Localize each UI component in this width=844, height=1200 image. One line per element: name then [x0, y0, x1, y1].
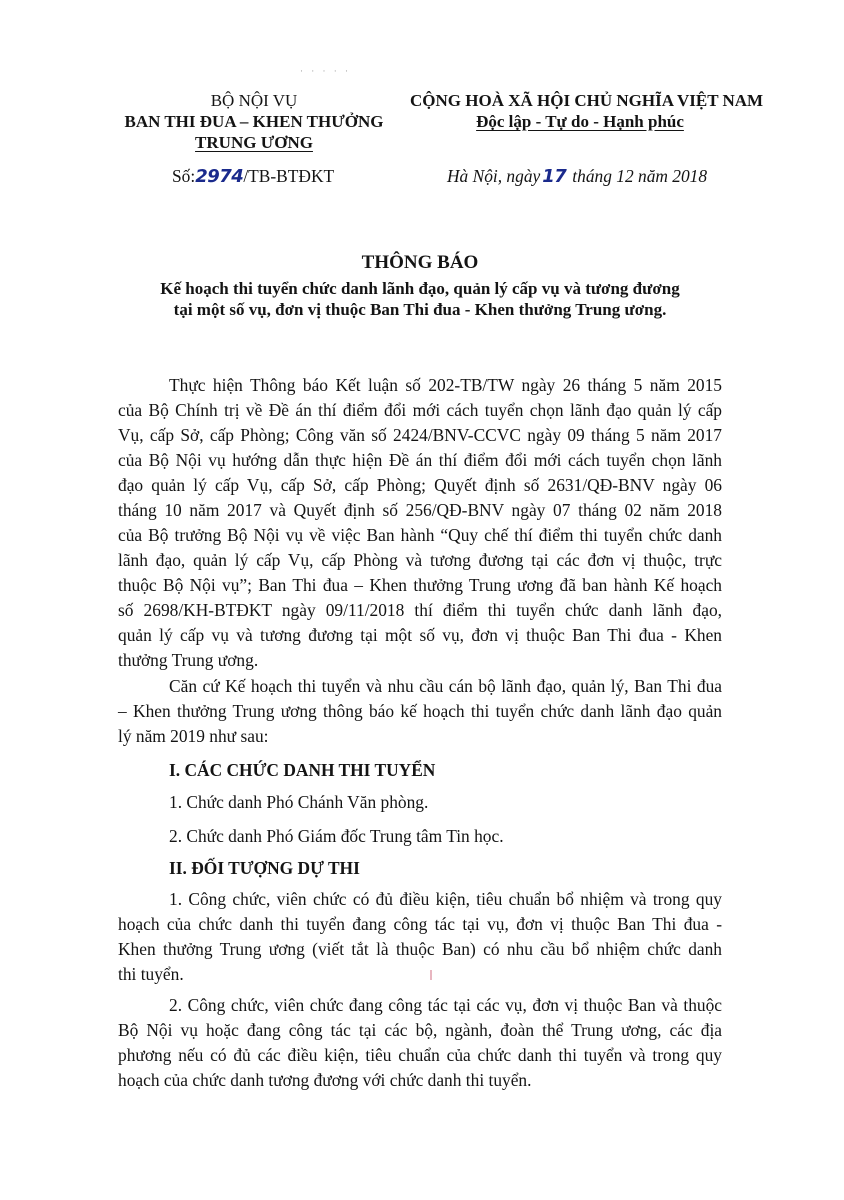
motto: Độc lập - Tự do - Hạnh phúc — [476, 112, 684, 131]
paragraph-line: Khen thưởng Trung ương (viết tắt là thuộc Ban) có nhu cầu bổ nhiệm chức danh — [118, 939, 722, 959]
scan-artifact-mark — [430, 970, 432, 980]
paragraph-line: tháng 10 năm 2017 và Quyết định số 256/QĐ-BNV ngày 07 tháng 02 năm 2018 — [118, 500, 722, 520]
date-prefix: Hà Nội, ngày — [447, 166, 541, 186]
paragraph-line: quản lý cấp vụ và tương đương tại một số vụ, đơn vị thuộc Ban Thi đua - Khen — [118, 625, 722, 645]
number-handwritten: 2974 — [195, 166, 244, 187]
paragraph-line: phương nếu có đủ các điều kiện, tiêu chuẩn của chức danh thi tuyển và trong quy — [118, 1045, 722, 1065]
paragraph-line: hoạch của chức danh thi tuyển đang công tác tại vụ, đơn vị thuộc Ban Thi đua - — [118, 914, 722, 934]
number-prefix: Số: — [172, 166, 196, 186]
paragraph-line: Vụ, cấp Sở, cấp Phòng; Công văn số 2424/BNV-CCVC ngày 09 tháng 5 năm 2017 — [118, 425, 722, 445]
section-2-item-2 — [118, 993, 722, 1093]
number-suffix: /TB-BTĐKT — [243, 166, 335, 186]
basis-paragraph — [118, 674, 722, 749]
paragraph-line: số 2698/KH-BTĐKT ngày 09/11/2018 thí điểm thi tuyển chức danh lãnh đạo, — [118, 600, 722, 620]
paragraph-line: của Bộ Chính trị về Đề án thí điểm đổi mới cách tuyển chọn lãnh đạo quản lý cấp — [118, 400, 722, 420]
paragraph-line: thi tuyển. — [118, 964, 184, 984]
section-2-item-1 — [118, 887, 722, 987]
subtitle-line-2: tại một số vụ, đơn vị thuộc Ban Thi đua - Khen thưởng Trung ương. — [173, 300, 667, 319]
ministry-name: BỘ NỘI VỤ — [210, 91, 298, 110]
paragraph-line: Căn cứ Kế hoạch thi tuyển và nhu cầu cán bộ lãnh đạo, quản lý, Ban Thi đua — [169, 676, 722, 696]
agency-name-line2 — [118, 132, 390, 153]
section-1-item-1: 1. Chức danh Phó Chánh Văn phòng. — [169, 792, 429, 812]
paragraph-line: Bộ Nội vụ hoặc đang công tác tại các bộ, ngành, đoàn thể Trung ương, các địa — [118, 1020, 722, 1040]
section-1-heading: I. CÁC CHỨC DANH THI TUYỂN — [169, 760, 436, 780]
paragraph-line: của Bộ trưởng Bộ Nội vụ về việc Ban hành “Quy chế thí điểm thi tuyển chức danh — [118, 525, 722, 545]
paragraph-line: hoạch của chức danh tương đương với chức danh thi tuyển. — [118, 1070, 532, 1090]
scan-artifact-dots: · · · · · — [300, 66, 351, 76]
paragraph-line: Thực hiện Thông báo Kết luận số 202-TB/TW ngày 26 tháng 5 năm 2015 — [169, 375, 722, 395]
paragraph-line: lãnh đạo, quản lý cấp Vụ, cấp Phòng và tương đương tại các đơn vị thuộc, trực — [118, 550, 722, 570]
country-name: CỘNG HOÀ XÃ HỘI CHỦ NGHĨA VIỆT NAM — [410, 91, 764, 110]
paragraph-line: lý năm 2019 như sau: — [118, 726, 269, 746]
section-1-item-2: 2. Chức danh Phó Giám đốc Trung tâm Tin học. — [169, 826, 504, 846]
agency-name-line1: BAN THI ĐUA – KHEN THƯỞNG — [124, 112, 384, 131]
paragraph-line: thuộc Bộ Nội vụ”; Ban Thi đua – Khen thưởng Trung ương đã ban hành Kế hoạch — [118, 575, 722, 595]
paragraph-line: thưởng Trung ương. — [118, 650, 259, 670]
header-right — [410, 90, 764, 132]
section-2-heading: II. ĐỐI TƯỢNG DỰ THI — [169, 858, 360, 878]
document-number — [172, 166, 334, 187]
date-suffix: tháng 12 năm 2018 — [572, 166, 708, 186]
paragraph-line: đạo quản lý cấp Vụ, cấp Sở, cấp Phòng; Quyết định số 2631/QĐ-BNV ngày 06 — [118, 475, 722, 495]
document-title: THÔNG BÁO — [361, 252, 479, 273]
paragraph-line: – Khen thưởng Trung ương thông báo kế hoạch thi tuyển chức danh lãnh đạo quản — [118, 701, 722, 721]
agency-name-line2-text: TRUNG ƯƠNG — [195, 133, 313, 152]
paragraph-line: của Bộ Nội vụ hướng dẫn thực hiện Đề án thí điểm đổi mới cách tuyển chọn lãnh — [118, 450, 722, 470]
date-line — [447, 166, 707, 187]
day-handwritten: 17 — [542, 166, 567, 187]
document-subtitle — [118, 278, 722, 320]
motto-line — [410, 111, 750, 132]
header-left — [118, 90, 390, 153]
paragraph-line: 1. Công chức, viên chức có đủ điều kiện, tiêu chuẩn bổ nhiệm và trong quy — [169, 889, 722, 909]
subtitle-line-1: Kế hoạch thi tuyển chức danh lãnh đạo, quản lý cấp vụ và tương đương — [160, 279, 680, 298]
intro-paragraph — [118, 373, 722, 673]
paragraph-line: 2. Công chức, viên chức đang công tác tại các vụ, đơn vị thuộc Ban và thuộc — [169, 995, 722, 1015]
